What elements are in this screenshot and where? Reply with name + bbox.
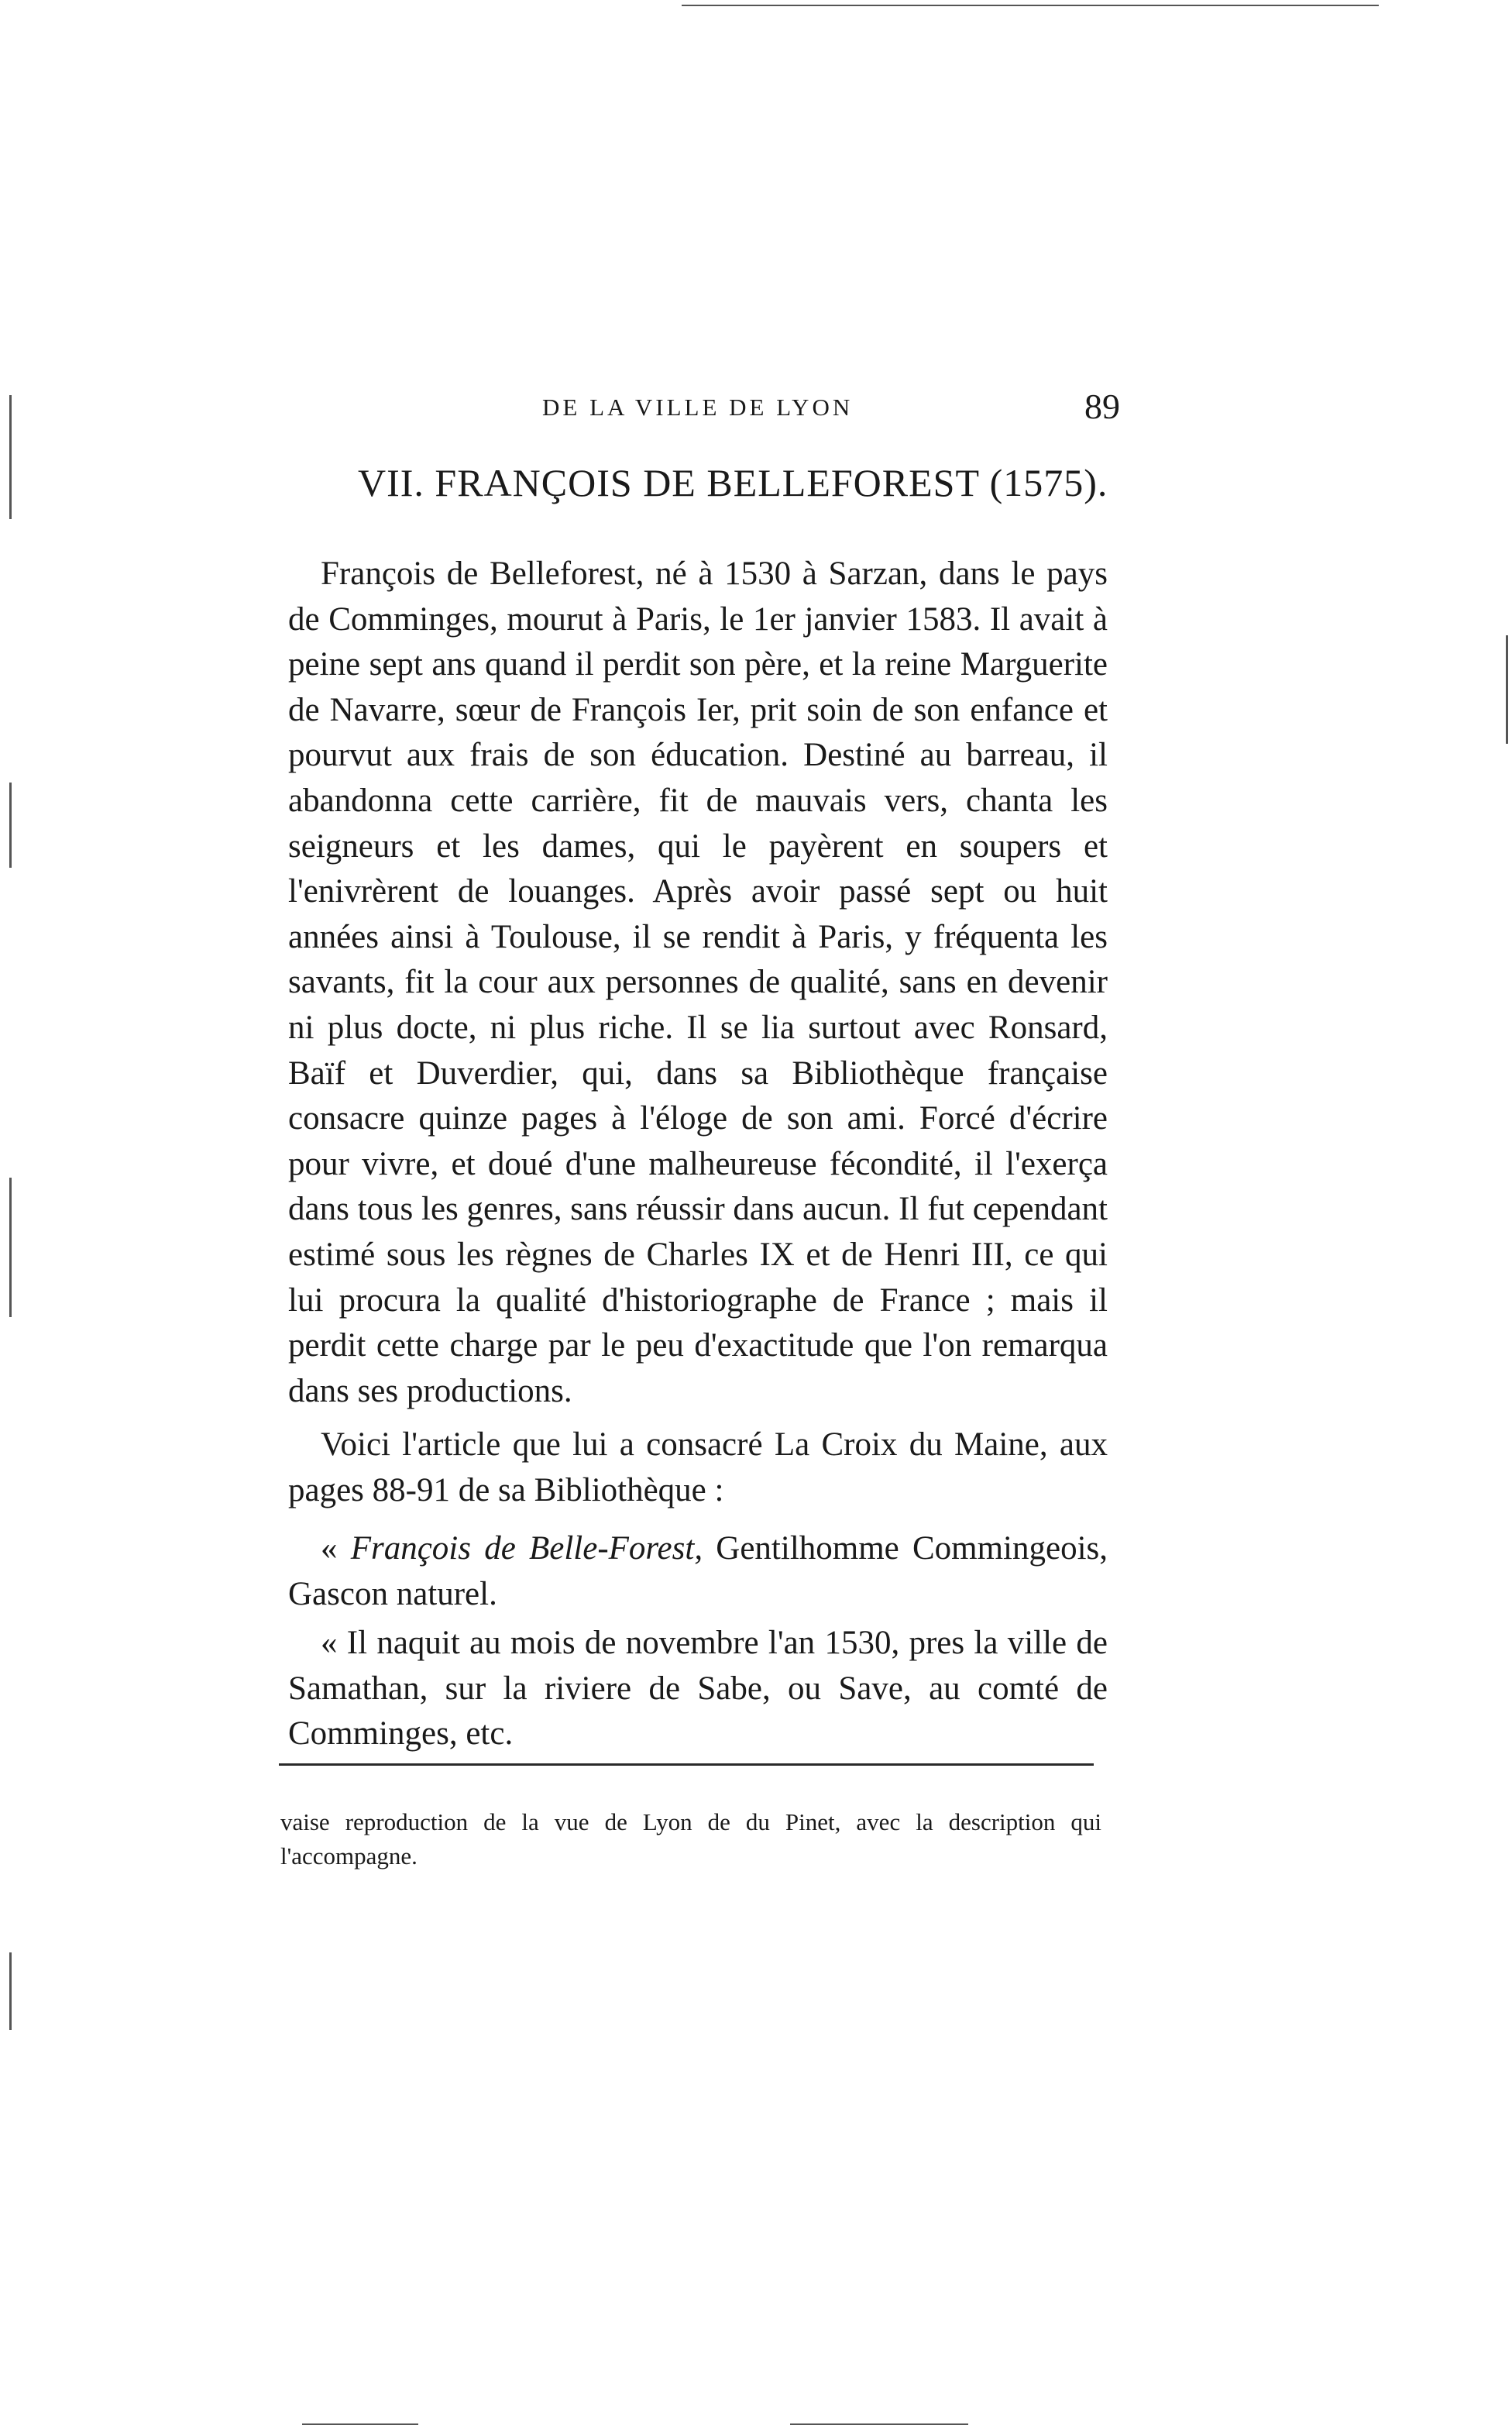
page-number: 89 (1084, 387, 1120, 426)
chapter-title: VII. FRANÇOIS DE BELLEFOREST (1575). (358, 461, 1108, 504)
quote-paragraph (288, 1526, 1108, 1617)
quote-name-italic: François de Belle-Forest, (350, 1530, 703, 1567)
quote-line-1 (288, 1526, 1108, 1617)
scan-edge-left-mark (9, 1952, 12, 2030)
footnote-text: vaise reproduction de la vue de Lyon de du Pinet, avec la description qui l'accompagne. (280, 1808, 1101, 1870)
quote-open-mark: « (321, 1530, 351, 1567)
paragraph-la-croix-du-maine: Voici l'article que lui a consacré La Croix du Maine, aux pages 88-91 de sa Bibliothèque : (288, 1426, 1108, 1508)
quote-line-2: « Il naquit au mois de novembre l'an 1530, pres la ville de Samathan, sur la riviere de Sabe, ou Save, au comté de Comminges, etc. (288, 1625, 1108, 1753)
scan-edge-left-mark (9, 783, 12, 868)
scan-edge-right-mark (1506, 635, 1508, 744)
scan-edge-bottom-line (302, 2423, 418, 2425)
paragraph-belleforest-biography: François de Belleforest, né à 1530 à Sarzan, dans le pays de Comminges, mourut à Paris, le 1er janvier 1583. Il avait à peine sept ans quand il perdit son père, et la reine Marguerite de Navarre, sœur de François Ier, prit soin de son enfance et pourvut aux frais de son éducation. Destiné au barreau, il abandonna cette carrière, fit de mauvais vers, chanta les seigneurs et les dames, qui le payèrent en soupers et l'enivrèrent de louanges. Après avoir passé sept ou huit années ainsi à Toulouse, il se rendit à Paris, y fréquenta les savants, fit la cour aux personnes de qualité, sans en devenir ni plus docte, ni plus riche. Il se lia surtout avec Ronsard, Baïf et Duverdier, qui, dans sa Bibliothèque française consacre quinze pages à l'éloge de son ami. Forcé d'écrire pour vivre, et doué d'une malheureuse fécondité, il l'exerça dans tous les genres, sans réussir dans aucun. Il fut cependant estimé sous les règnes de Charles IX et de Henri III, ce qui lui procura la qualité d'historiographe de France ; mais il perdit cette charge par le peu d'exactitude que l'on remarqua dans ses productions. (288, 556, 1108, 1409)
scan-edge-left-mark (9, 1178, 12, 1317)
quote-paragraph (288, 1621, 1108, 1757)
quote-line-1-rest: Gentilhomme Commingeois, Gascon naturel. (288, 1530, 1108, 1612)
scan-edge-top-line (682, 5, 1379, 6)
footnote-divider (279, 1763, 1094, 1766)
scan-edge-bottom-line (790, 2423, 968, 2425)
running-head: DE LA VILLE DE LYON (542, 394, 854, 421)
body-paragraph (288, 552, 1108, 1414)
scan-edge-left-mark (9, 395, 12, 519)
footnote (280, 1805, 1101, 1873)
intro-paragraph (288, 1422, 1108, 1513)
